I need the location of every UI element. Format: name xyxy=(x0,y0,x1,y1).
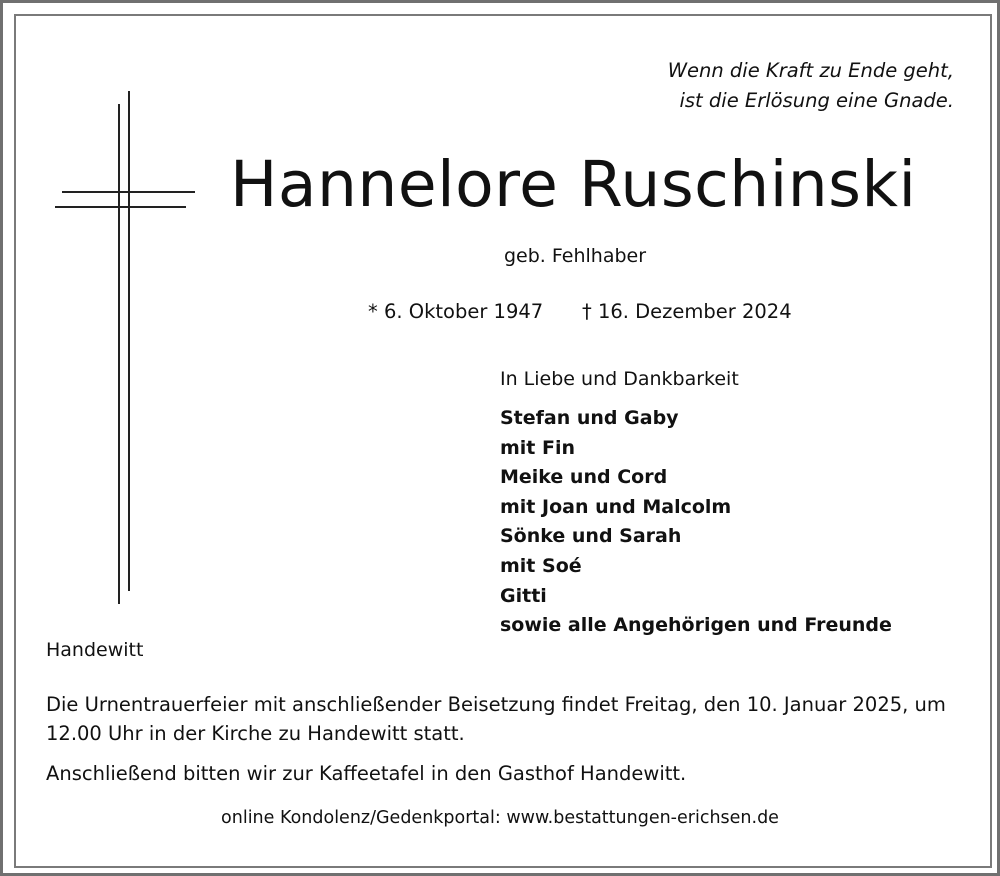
mourner-name: mit Joan und Malcolm xyxy=(500,495,732,518)
coffee-info: Anschließend bitten wir zur Kaffeetafel in den Gasthof Handewitt. xyxy=(46,762,687,785)
mourner-name: Meike und Cord xyxy=(500,466,668,489)
mourner-name: mit Soé xyxy=(500,554,582,577)
mourner-name: Gitti xyxy=(500,584,547,607)
mourner-name: Sönke und Sarah xyxy=(500,525,682,548)
deceased-name: Hannelore Ruschinski xyxy=(230,148,917,221)
mourner-name: mit Fin xyxy=(500,436,576,459)
quote-line-1: Wenn die Kraft zu Ende geht, xyxy=(667,59,954,82)
death-date: † 16. Dezember 2024 xyxy=(582,300,792,323)
cross-horizontal-bar-top xyxy=(62,191,195,193)
place: Handewitt xyxy=(46,639,144,661)
service-info: Die Urnentrauerfeier mit anschließender Beisetzung findet Freitag, den 10. Januar 2025, um 12.00 Uhr in der Kirche zu Handewitt statt. xyxy=(46,693,946,745)
mourner-name: sowie alle Angehörigen und Freunde xyxy=(500,614,892,637)
quote-line-2: ist die Erlösung eine Gnade. xyxy=(679,88,954,112)
cross-vertical-bar-left xyxy=(118,104,120,604)
mourners-list xyxy=(500,404,892,641)
cross-horizontal-bar-bottom xyxy=(55,206,186,208)
mourners-intro: In Liebe und Dankbarkeit xyxy=(500,368,739,390)
mourner-name: Stefan und Gaby xyxy=(500,407,679,429)
online-condolence-note: online Kondolenz/Gedenkportal: www.bestattungen-erichsen.de xyxy=(221,808,779,828)
birth-date: * 6. Oktober 1947 xyxy=(368,300,544,323)
cross-vertical-bar-right xyxy=(128,91,130,591)
quote xyxy=(668,56,954,115)
maiden-name: geb. Fehlhaber xyxy=(504,245,647,267)
